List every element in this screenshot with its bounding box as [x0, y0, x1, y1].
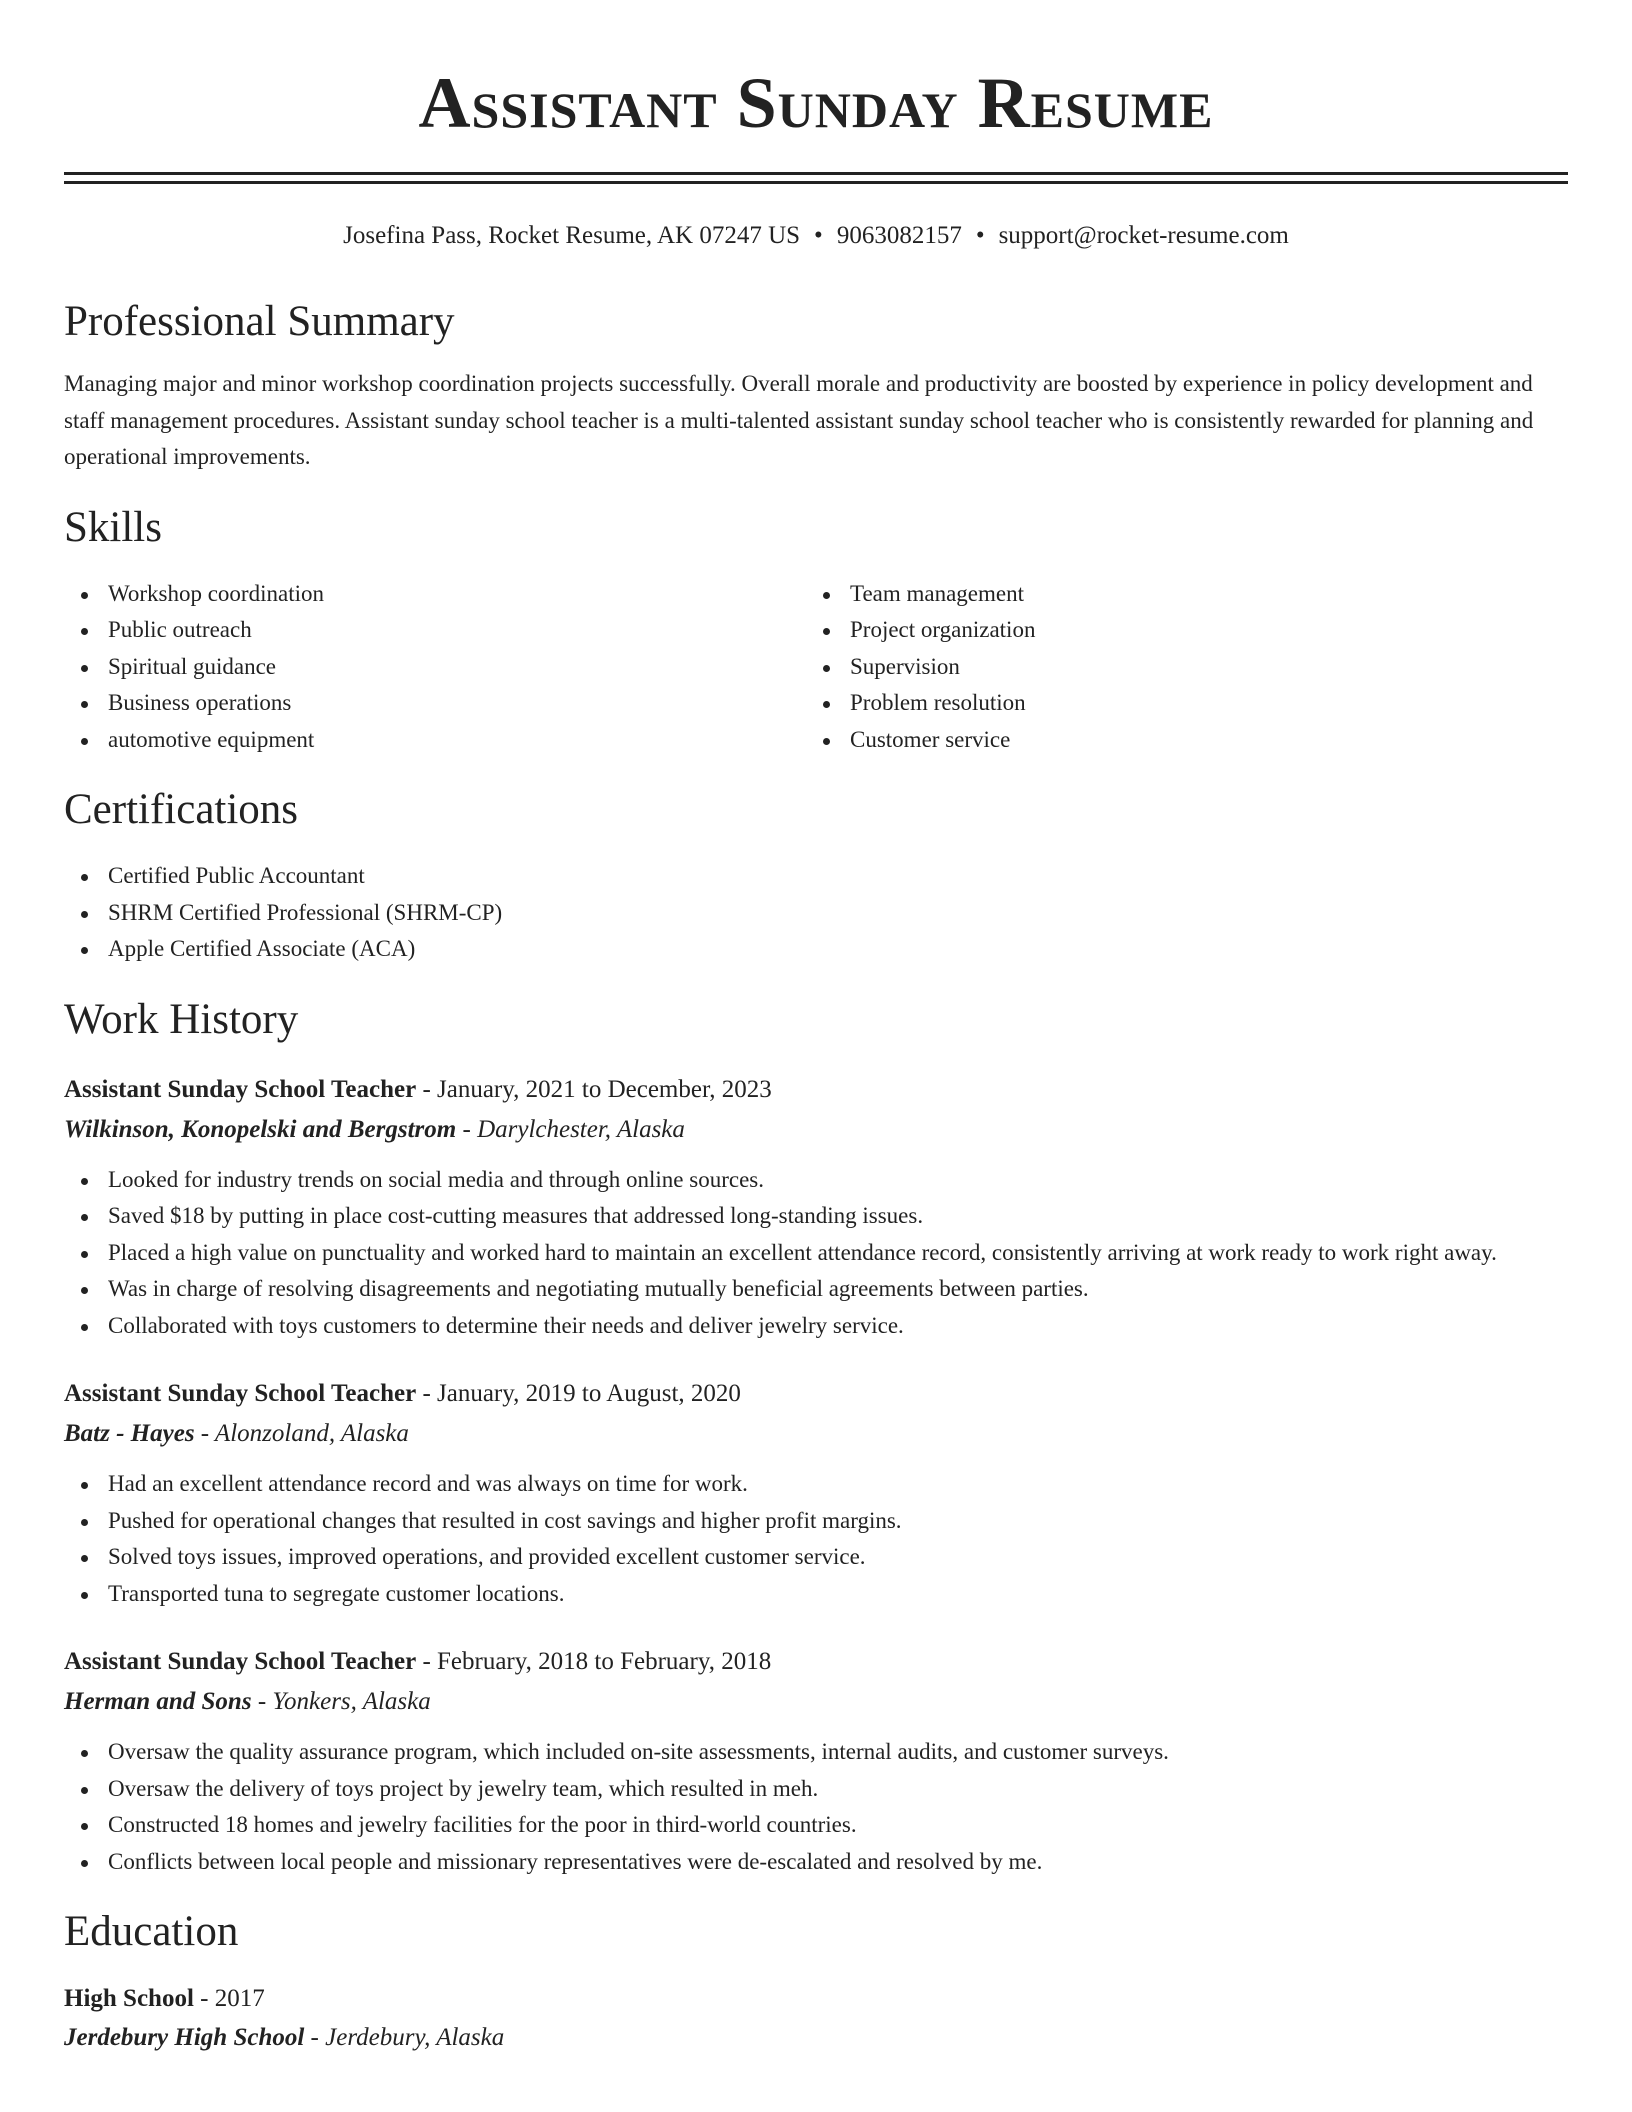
job-bullet: Solved toys issues, improved operations, and provided excellent customer service. [64, 1539, 1568, 1576]
skills-heading: Skills [64, 503, 162, 551]
job-role: Assistant Sunday School Teacher [64, 1648, 417, 1675]
job-entry [64, 1642, 1568, 1880]
contact-phone: 9063082157 [836, 222, 962, 249]
education-school: Jerdebury High School [64, 2024, 305, 2051]
skill-item: Project organization [806, 612, 1548, 649]
job-entry [64, 1374, 1568, 1612]
job-dash: - [456, 1115, 478, 1143]
job-bullets [64, 1466, 1568, 1612]
education-heading: Education [64, 1908, 239, 1955]
job-company: Herman and Sons [64, 1688, 252, 1715]
skill-item: Workshop coordination [64, 576, 806, 613]
certifications-list [64, 858, 1568, 968]
job-location: Darylchester, Alaska [477, 1115, 685, 1143]
education-degree-line [64, 1980, 1568, 2018]
job-company-line [64, 1682, 1568, 1722]
job-company: Wilkinson, Konopelski and Bergstrom [64, 1115, 457, 1143]
job-role: Assistant Sunday School Teacher [64, 1075, 417, 1103]
contact-email: support@rocket-resume.com [998, 222, 1289, 249]
skill-item: Problem resolution [806, 685, 1548, 722]
title-rule-top [64, 172, 1568, 175]
job-title-line [64, 1070, 1568, 1110]
contact-address: Josefina Pass, Rocket Resume, AK 07247 US [343, 222, 801, 249]
job-dates: January, 2019 to August, 2020 [437, 1380, 741, 1407]
job-bullet: Placed a high value on punctuality and worked hard to maintain an excellent attendance record, consistently arriving at work ready to work right away. [64, 1235, 1568, 1272]
job-bullet: Had an excellent attendance record and was always on time for work. [64, 1466, 1568, 1503]
skill-item: Business operations [64, 685, 806, 722]
job-dates: February, 2018 to February, 2018 [437, 1648, 772, 1675]
skills-list-left [64, 576, 806, 759]
job-bullet: Looked for industry trends on social media and through online sources. [64, 1162, 1568, 1199]
summary-heading: Professional Summary [64, 298, 455, 345]
job-role: Assistant Sunday School Teacher [64, 1380, 417, 1407]
education-dash: - [304, 2024, 326, 2051]
job-company-line [64, 1110, 1568, 1150]
job-bullets [64, 1162, 1568, 1345]
job-bullet: Was in charge of resolving disagreements and negotiating mutually beneficial agreements between parties. [64, 1271, 1568, 1308]
certification-item: Apple Certified Associate (ACA) [64, 931, 1568, 968]
skill-item: Customer service [806, 722, 1548, 759]
job-dates: January, 2021 to December, 2023 [437, 1075, 772, 1103]
skill-item: Supervision [806, 649, 1548, 686]
work-history-heading: Work History [64, 995, 299, 1043]
job-company-line [64, 1414, 1568, 1454]
contact-separator: • [975, 222, 985, 249]
skills-columns [64, 576, 1568, 759]
job-bullet: Oversaw the delivery of toys project by jewelry team, which resulted in meh. [64, 1771, 1568, 1808]
skill-item: Spiritual guidance [64, 649, 806, 686]
education-degree: High School [64, 1985, 194, 2012]
job-bullet: Saved $18 by putting in place cost-cutting measures that addressed long-standing issues. [64, 1198, 1568, 1235]
job-dash: - [416, 1380, 438, 1407]
job-title-line [64, 1374, 1568, 1414]
certifications-heading: Certifications [64, 786, 299, 833]
job-title-line [64, 1642, 1568, 1682]
contact-line [64, 220, 1568, 252]
summary-text: Managing major and minor workshop coordination projects successfully. Overall morale and productivity are boosted by experience in policy development and staff management procedures. Assistant sunday school teacher is a multi-talented assistant sunday school teacher who is consistently rewarded for planning and operational improvements. [64, 371, 1534, 469]
job-bullet: Constructed 18 homes and jewelry facilities for the poor in third-world countries. [64, 1807, 1568, 1844]
skill-item: automotive equipment [64, 722, 806, 759]
job-location: Yonkers, Alaska [272, 1688, 431, 1715]
contact-separator: • [814, 222, 823, 249]
education-school-line [64, 2018, 1568, 2058]
job-bullet: Oversaw the quality assurance program, which included on-site assessments, internal audits, and customer surveys. [64, 1734, 1568, 1771]
certification-item: SHRM Certified Professional (SHRM-CP) [64, 895, 1568, 932]
certification-item: Certified Public Accountant [64, 858, 1568, 895]
resume-title: Assistant Sunday Resume [418, 63, 1214, 143]
education-year: 2017 [214, 1985, 265, 2012]
job-dash: - [416, 1075, 438, 1103]
job-dash: - [251, 1688, 273, 1715]
title-rule-bottom [64, 181, 1568, 184]
job-bullet: Collaborated with toys customers to determine their needs and deliver jewelry service. [64, 1308, 1568, 1345]
skill-item: Team management [806, 576, 1548, 613]
job-bullet: Pushed for operational changes that resulted in cost savings and higher profit margins. [64, 1503, 1568, 1540]
skills-list-right [806, 576, 1548, 759]
job-bullet: Transported tuna to segregate customer locations. [64, 1576, 1568, 1613]
job-dash: - [416, 1648, 438, 1675]
job-company: Batz - Hayes [64, 1420, 195, 1447]
education-location: Jerdebury, Alaska [325, 2024, 505, 2051]
job-dash: - [194, 1420, 215, 1447]
job-location: Alonzoland, Alaska [214, 1420, 409, 1447]
education-dash: - [193, 1985, 215, 2012]
job-bullets [64, 1734, 1568, 1880]
job-bullet: Conflicts between local people and missionary representatives were de-escalated and resolved by me. [64, 1844, 1568, 1881]
skill-item: Public outreach [64, 612, 806, 649]
job-entry [64, 1070, 1568, 1345]
